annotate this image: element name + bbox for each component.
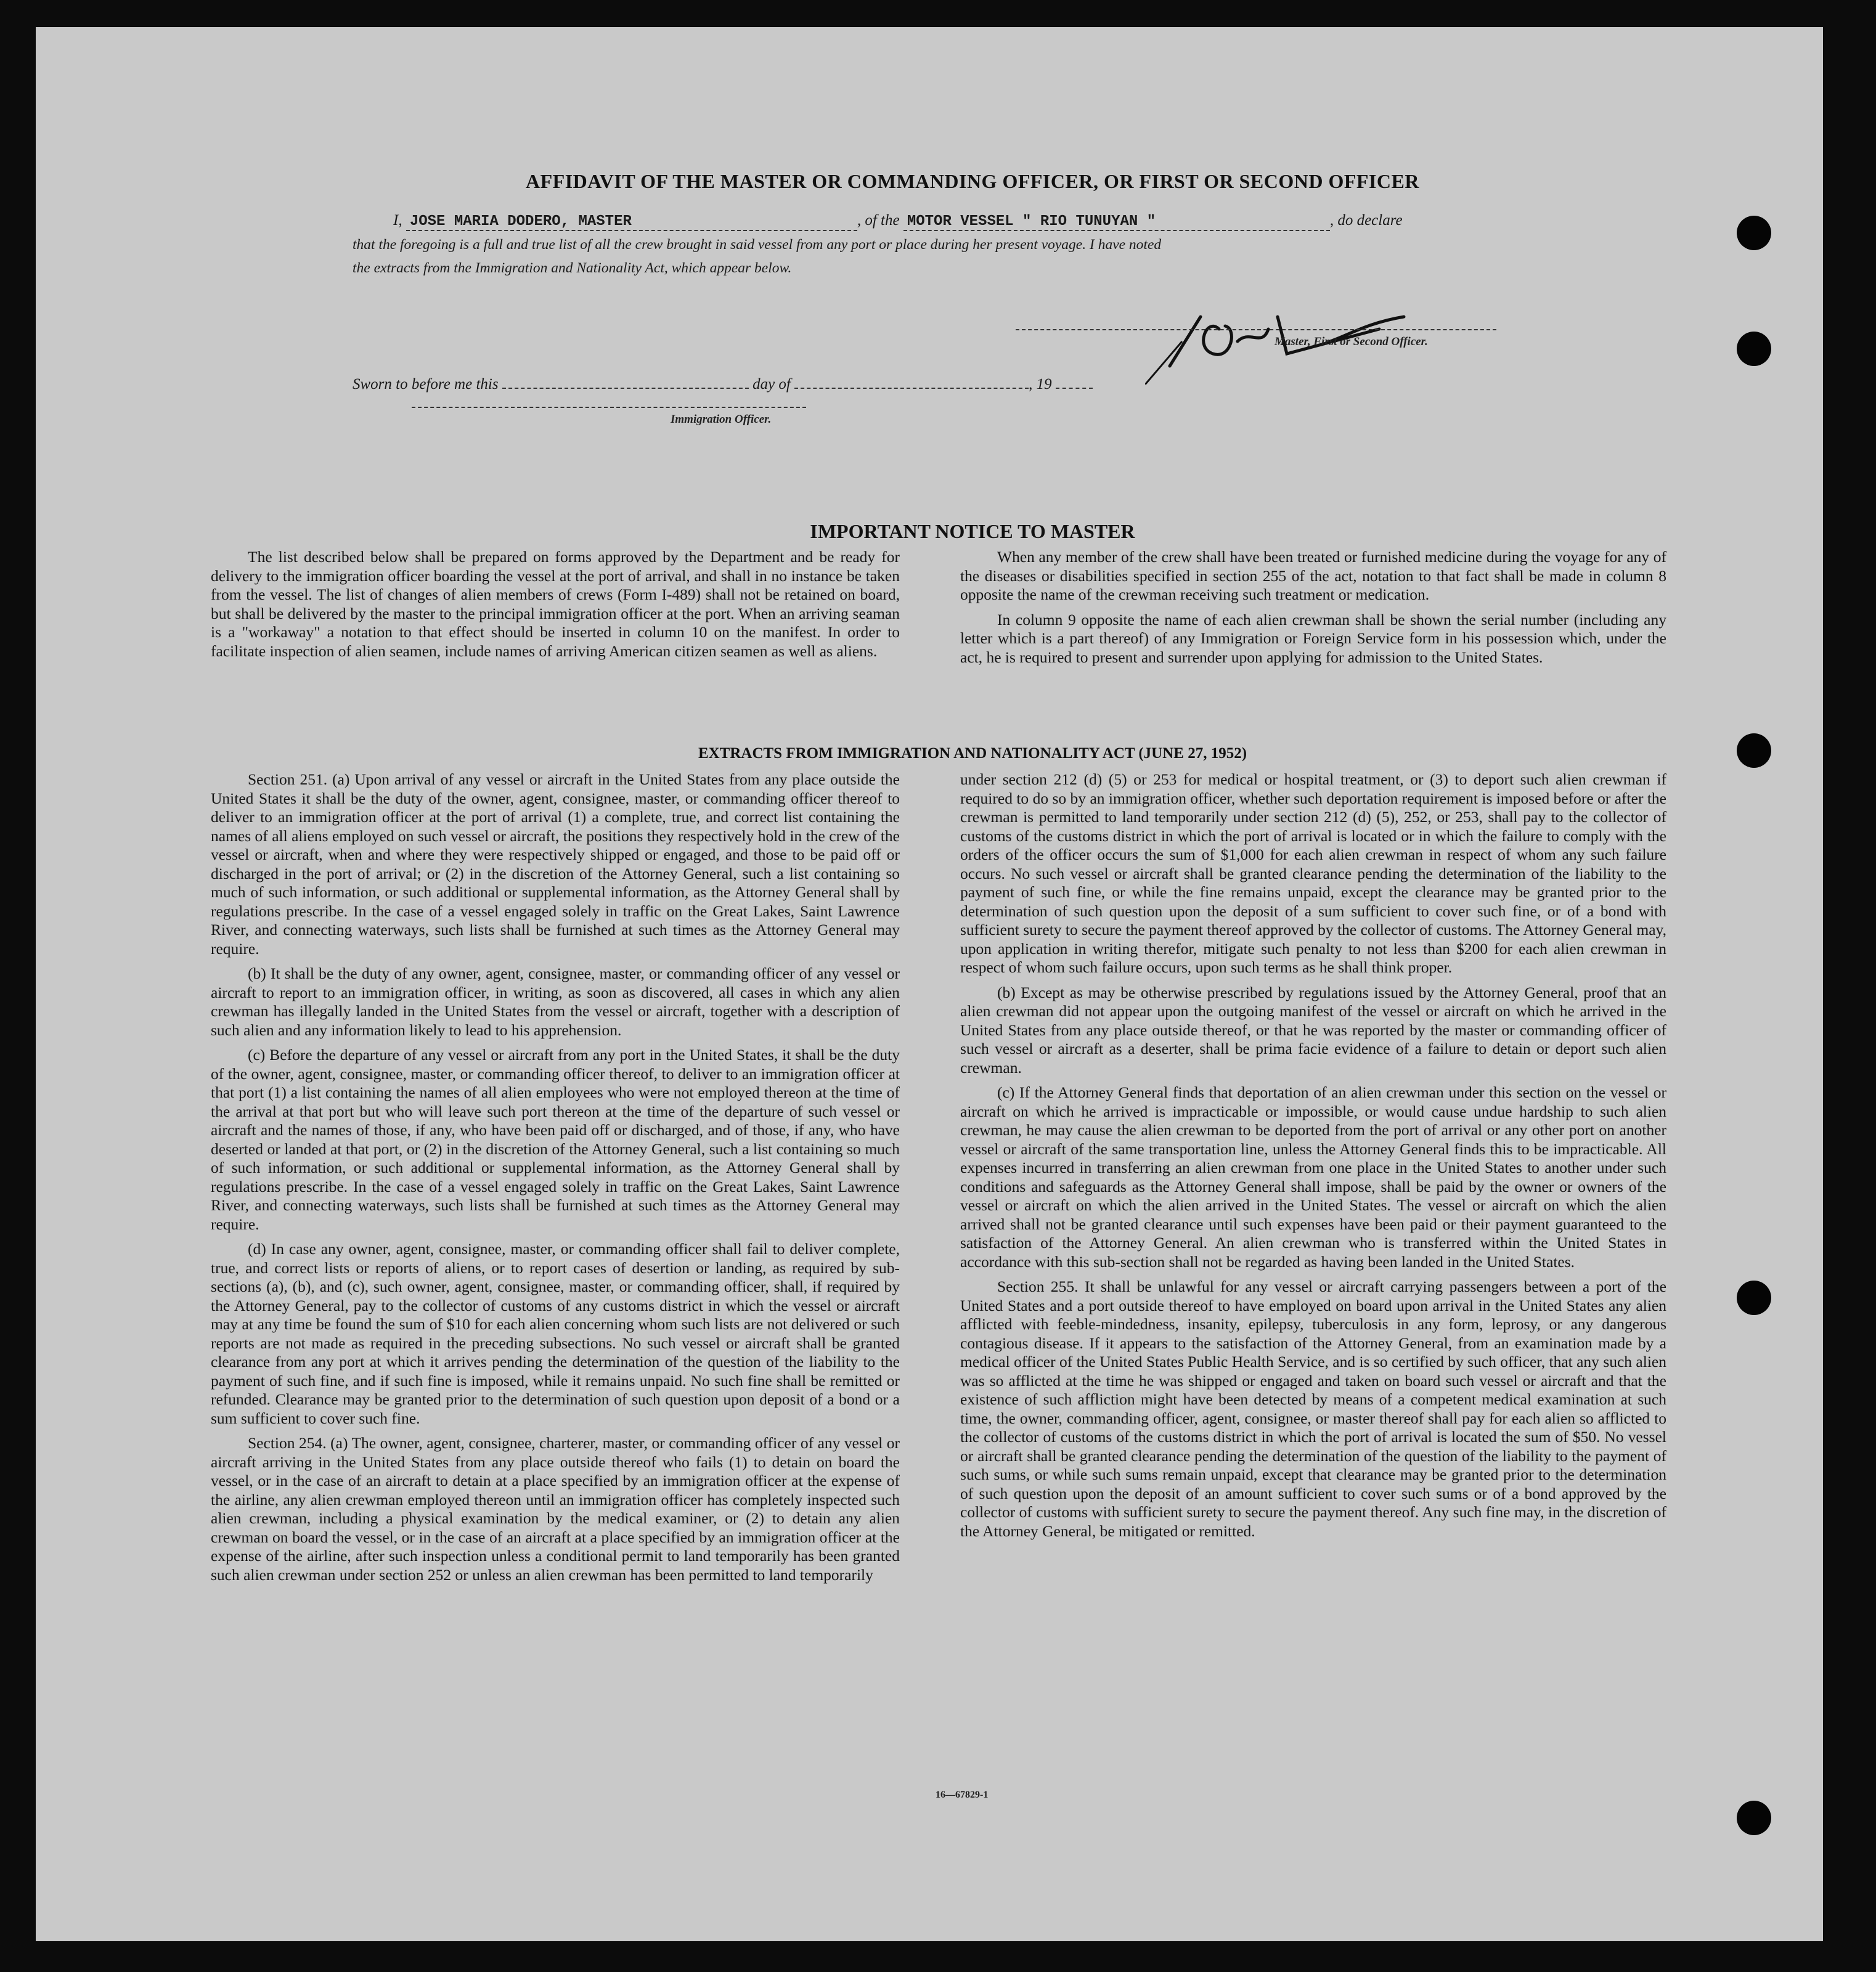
extract-paragraph: Section 251. (a) Upon arrival of any vessel or aircraft in the United States from any place outside the United States it shall be the duty of the owner, agent, consignee, master, or commanding officer thereof to deliver to an immigration officer at the port of arrival (1) a complete, true, and correct list containing the names of all aliens employed on such vessel or aircraft, the positions they respectively hold in the crew of the vessel or aircraft, when and where they were respectively shipped or engaged, and those to be paid off or discharged in the port of arrival; or (2) in the discretion of the Attorney General, such a list containing so much of such information, or such additional or supplemental information, as the Attorney General shall by regulations prescribe. In the case of a vessel engaged solely in traffic on the Great Lakes, Saint Lawrence River, and connecting waterways, such lists shall be furnished at such times as the Attorney General may require. bbox=[211, 770, 900, 958]
extracts-right-column bbox=[960, 770, 1666, 1547]
extracts-left-column bbox=[211, 770, 900, 1591]
extract-paragraph: Section 255. It shall be unlawful for any vessel or aircraft carrying passengers between a port of the United States and a port outside thereof to have employed on board upon arrival in the United States any alien afflicted with feeble-mindedness, insanity, epilepsy, tuberculosis in any form, leprosy, or any dangerous contagious disease. If it appears to the satisfaction of the Attorney General, from an examination made by a medical officer of the United States Public Health Service, and is so certified by such officer, that any such alien was so afflicted at the time he was shipped or engaged and taken on board such vessel or aircraft and that the existence of such affliction might have been detected by means of a competent medical examination at such time, the owner, commanding officer, agent, consignee, or master thereof shall pay for each alien so afflicted to the collector of customs of the customs district in which the port of arrival is located the sum of $50. No vessel or aircraft shall be granted clearance pending the determination of the question of the liability to the payment of such sums, or while such sums remain unpaid, except that clearance may be granted prior to the determination of such question upon the deposit of an amount sufficient to cover such sums or of a bond approved by the collector of customs with sufficient surety to secure the payment thereof. Any such fine may, in the discretion of the Attorney General, be mitigated or remitted. bbox=[960, 1277, 1666, 1540]
i-label: I, bbox=[393, 212, 402, 229]
binder-hole bbox=[1737, 332, 1771, 366]
officer-caption: Immigration Officer. bbox=[671, 413, 772, 426]
officer-signature-line bbox=[412, 407, 806, 408]
extract-paragraph: (b) It shall be the duty of any owner, agent, consignee, master, or commanding officer of any vessel or aircraft to report to an immigration officer, in writing, as soon as discovered, all cases in which any alien crewman has illegally landed in the United States from the vessel or aircraft, together with a description of such alien and any information likely to lead to his apprehension. bbox=[211, 964, 900, 1039]
year-label: , 19 bbox=[1029, 376, 1052, 393]
binder-hole bbox=[1737, 1801, 1771, 1835]
sworn-line bbox=[353, 376, 1093, 393]
extract-paragraph: under section 212 (d) (5) or 253 for medical or hospital treatment, or (3) to deport such alien crewman if required to do so by an immigration officer, whether such deportation requirement is imposed before or after the crewman is permitted to land temporarily under section 212 (d) (5), 252, or 253, shall pay to the collector of customs of the customs district in which the port of arrival is located or in which the failure to comply with the orders of the officer occurs the sum of $1,000 for each alien crewman in respect of whom any such failure occurs. No such vessel or aircraft shall be granted clearance pending the determination of the liability to the payment of such fine, or while the fine remains unpaid, except the clearance may be granted prior to the determination of such question upon the deposit of a sum sufficient to cover such fine, or of a bond with sufficient surety to secure the payment thereof approved by the collector of customs. The Attorney General may, upon application in writing therefor, mitigate such penalty to not less than $200 for each alien crewman in respect of whom such failure occurs, upon such terms as he shall think proper. bbox=[960, 770, 1666, 976]
extract-paragraph: (c) Before the departure of any vessel or aircraft from any port in the United States, it shall be the duty of the owner, agent, consignee, master, or commanding officer thereof, to deliver to an immigration officer at that port (1) a list containing the names of all alien employees who were not employed thereon at the time of the arrival at that port but who will leave such port thereon at the time of the departure of such vessel or aircraft and the names of those, if any, who have been paid off or discharged, and of those, if any, who have deserted or landed at that port, or (2) in the discretion of the Attorney General, such a list containing so much of such information, or such additional or supplemental information, as the Attorney General shall by regulations prescribe. In the case of a vessel engaged solely in traffic on the Great Lakes, Saint Lawrence River, and connecting waterways, such lists shall be furnished at such times as the Attorney General may require. bbox=[211, 1046, 900, 1233]
notice-left-column bbox=[211, 548, 900, 667]
notice-right-column bbox=[960, 548, 1666, 673]
master-name-field: JOSE MARIA DODERO, MASTER bbox=[406, 213, 857, 231]
binder-hole bbox=[1737, 1281, 1771, 1315]
extracts-title: EXTRACTS FROM IMMIGRATION AND NATIONALITY ACT (JUNE 27, 1952) bbox=[698, 745, 1247, 762]
extract-paragraph: (c) If the Attorney General finds that deportation of an alien crewman under this section on the vessel or aircraft on which he arrived is impracticable or impossible, or would cause undue hardship to such alien crewman, he may cause the alien crewman to be deported from the port of arrival or any other port on another vessel or aircraft of the same transportation line, unless the Attorney General finds this to be impracticable. All expenses incurred in transferring an alien crewman from one place in the United States to another under such conditions and safeguards as the Attorney General shall impose, shall be paid by the owner or owners of the vessel or aircraft on which the alien arrived in the United States. The vessel or aircraft on which the alien arrived shall not be granted clearance until such expenses have been paid or their payment guaranteed to the satisfaction of the Attorney General. An alien crewman who is transferred within the United States in accordance with this sub-section shall not be regarded as having been landed in the United States. bbox=[960, 1083, 1666, 1271]
vessel-name-field: MOTOR VESSEL " RIO TUNUYAN " bbox=[903, 213, 1330, 231]
declaration-line bbox=[393, 212, 1403, 231]
binder-hole bbox=[1737, 733, 1771, 768]
of-the-label: , of the bbox=[857, 212, 900, 229]
document-page bbox=[36, 27, 1823, 1941]
extract-paragraph: (d) In case any owner, agent, consignee, master, or commanding officer shall fail to deliver complete, true, and correct lists or reports of aliens, or to report cases of desertion or landing, as required by sub-sections (a), (b), and (c), such owner, agent, consignee, master, or commanding officer, shall, if required by the Attorney General, pay to the collector of customs of any customs district in which the vessel or aircraft may at any time be found the sum of $10 for each alien concerning whom such lists are not delivered or such reports are not made as required in the preceding subsections. No such vessel or aircraft shall be granted clearance from any port at which it arrives pending the determination of the question of the liability to the payment of such fine, and if such fine is imposed, while it remains unpaid. No such fine shall be remitted or refunded. Clearance may be granted prior to the determination of such question upon deposit of a bond or a sum sufficient to cover such fine. bbox=[211, 1240, 900, 1427]
sworn-year-field bbox=[1056, 388, 1093, 389]
notice-paragraph: In column 9 opposite the name of each alien crewman shall be shown the serial number (including any letter which is a part thereof) of any Immigration or Foreign Service form in his possession which, under the act, he is required to present and surrender upon applying for admission to the United States. bbox=[960, 610, 1666, 666]
statement-line-2: the extracts from the Immigration and Nationality Act, which appear below. bbox=[353, 260, 792, 276]
day-of-label: day of bbox=[752, 376, 791, 393]
sworn-label: Sworn to before me this bbox=[353, 376, 499, 393]
notice-paragraph: The list described below shall be prepared on forms approved by the Department and be ready for delivery to the immigration officer boarding the vessel at the port of arrival, and shall in no instance be taken from the vessel. The list of changes of alien members of crews (Form I-489) shall not be retained on board, but shall be delivered by the master to the principal immigration officer at the port. When an arriving seaman is a "workaway" a notation to that effect should be inserted in column 10 on the manifest. In order to facilitate inspection of alien seamen, include names of arriving American citizen seamen as well as aliens. bbox=[211, 548, 900, 660]
sworn-month-field bbox=[794, 388, 1029, 389]
extract-paragraph: (b) Except as may be otherwise prescribed by regulations issued by the Attorney General, proof that an alien crewman did not appear upon the outgoing manifest of the vessel or aircraft on which he arrived in the United States from any place outside thereof, or that he was reported by the master or commanding officer of such vessel or aircraft as a deserter, shall be prima facie evidence of a failure to detain or deport such alien crewman. bbox=[960, 983, 1666, 1077]
declare-label: , do declare bbox=[1329, 212, 1403, 229]
signature-caption: Master, First or Second Officer. bbox=[1274, 335, 1428, 348]
notice-title: IMPORTANT NOTICE TO MASTER bbox=[810, 520, 1135, 542]
affidavit-title: AFFIDAVIT OF THE MASTER OR COMMANDING OFFICER, OR FIRST OR SECOND OFFICER bbox=[526, 170, 1419, 192]
statement-line-1: that the foregoing is a full and true list of all the crew brought in said vessel from any port or place during her present voyage. I have noted bbox=[353, 237, 1162, 253]
notice-paragraph: When any member of the crew shall have been treated or furnished medicine during the voyage for any of the diseases or disabilities specified in section 255 of the act, notation to that fact shall be made in column 8 opposite the name of the crewman receiving such treatment or medication. bbox=[960, 548, 1666, 603]
sworn-day-field bbox=[502, 388, 749, 389]
signature-line bbox=[1016, 329, 1496, 330]
binder-hole bbox=[1737, 216, 1771, 250]
form-number: 16—67829-1 bbox=[936, 1790, 989, 1800]
extract-paragraph: Section 254. (a) The owner, agent, consignee, charterer, master, or commanding officer of any vessel or aircraft arriving in the United States from any place outside thereof who fails (1) to detain on board the vessel, or in the case of an aircraft to detain at a place specified by an immigration officer at the expense of the airline, any alien crewman employed thereon until an immigration officer has completely inspected such alien crewman, including a physical examination by the medical examiner, or (2) to detain any alien crewman on board the vessel, or in the case of an aircraft at a place specified by an immigration officer at the expense of the airline, after such inspection unless a conditional permit to land temporarily has been granted such alien crewman under section 252 or unless an alien crewman has been permitted to land temporarily bbox=[211, 1434, 900, 1584]
